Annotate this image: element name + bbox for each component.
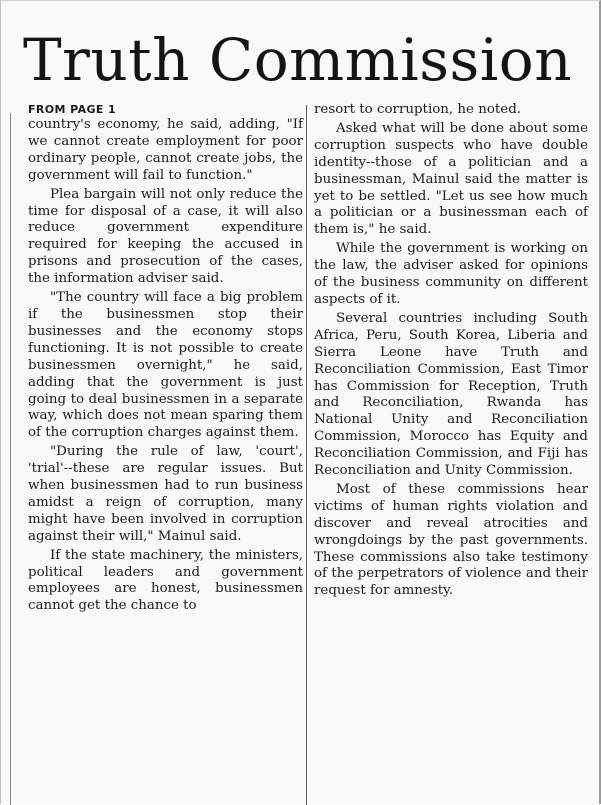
article-column-right — [314, 102, 588, 600]
paragraph: Several countries including South Africa, Peru, South Korea, Liberia and Sierra Leone have Truth and Reconciliation Commission, East Timor has Commission for Reception, Truth and Reconciliation, Rwanda has National Unity and Reconciliation Commission, Morocco has Equity and Reconciliation Commission, and Fiji has Reconciliation and Unity Commission. — [314, 310, 588, 479]
headline: Truth Commission — [23, 26, 573, 94]
paragraph: Most of these commissions hear victims of human rights violation and discover and reveal atrocities and wrongdoings by the past governments. These commissions also take testimony of the perpetrators of violence and their request for amnesty. — [314, 481, 588, 599]
paragraph: Plea bargain will not only reduce the time for disposal of a case, it will also reduce government expenditure required for keeping the accused in prisons and prosecution of the cases, the information adviser said. — [28, 186, 303, 287]
paragraph: While the government is working on the law, the adviser asked for opinions of the business community on different aspects of it. — [314, 241, 588, 307]
paragraph: resort to corruption, he noted. — [314, 102, 522, 117]
paragraph: If the state machinery, the ministers, political leaders and government employees are honest, businessmen cannot get the chance to — [28, 547, 303, 614]
article-column-left — [28, 102, 303, 615]
paragraph: "The country will face a big problem if the businessmen stop their businesses and the economy stops functioning. It is not possible to create businessmen overnight," he said, adding that the government is just going to deal businessmen in a separate way, which does not mean sparing them of the corruption charges against them. — [28, 290, 303, 441]
paragraph: country's economy, he said, adding, "If we cannot create employment for poor ordinary people, cannot create jobs, the government will fail to function." — [28, 117, 303, 183]
column-rule-left — [10, 113, 11, 805]
paragraph: "During the rule of law, 'court', 'trial'--these are regular issues. But when businessmen had to run business amidst a reign of corruption, many might have been involved in corruption against their will," Mainul said. — [28, 444, 303, 544]
column-divider — [306, 105, 307, 805]
paragraph: Asked what will be done about some corruption suspects who have double identity--those of a politician and a businessman, Mainul said the matter is yet to be settled. "Let us see how much a politician or a businessman each of them is," he said. — [314, 120, 588, 238]
continuation-kicker: FROM PAGE 1 — [28, 103, 117, 116]
